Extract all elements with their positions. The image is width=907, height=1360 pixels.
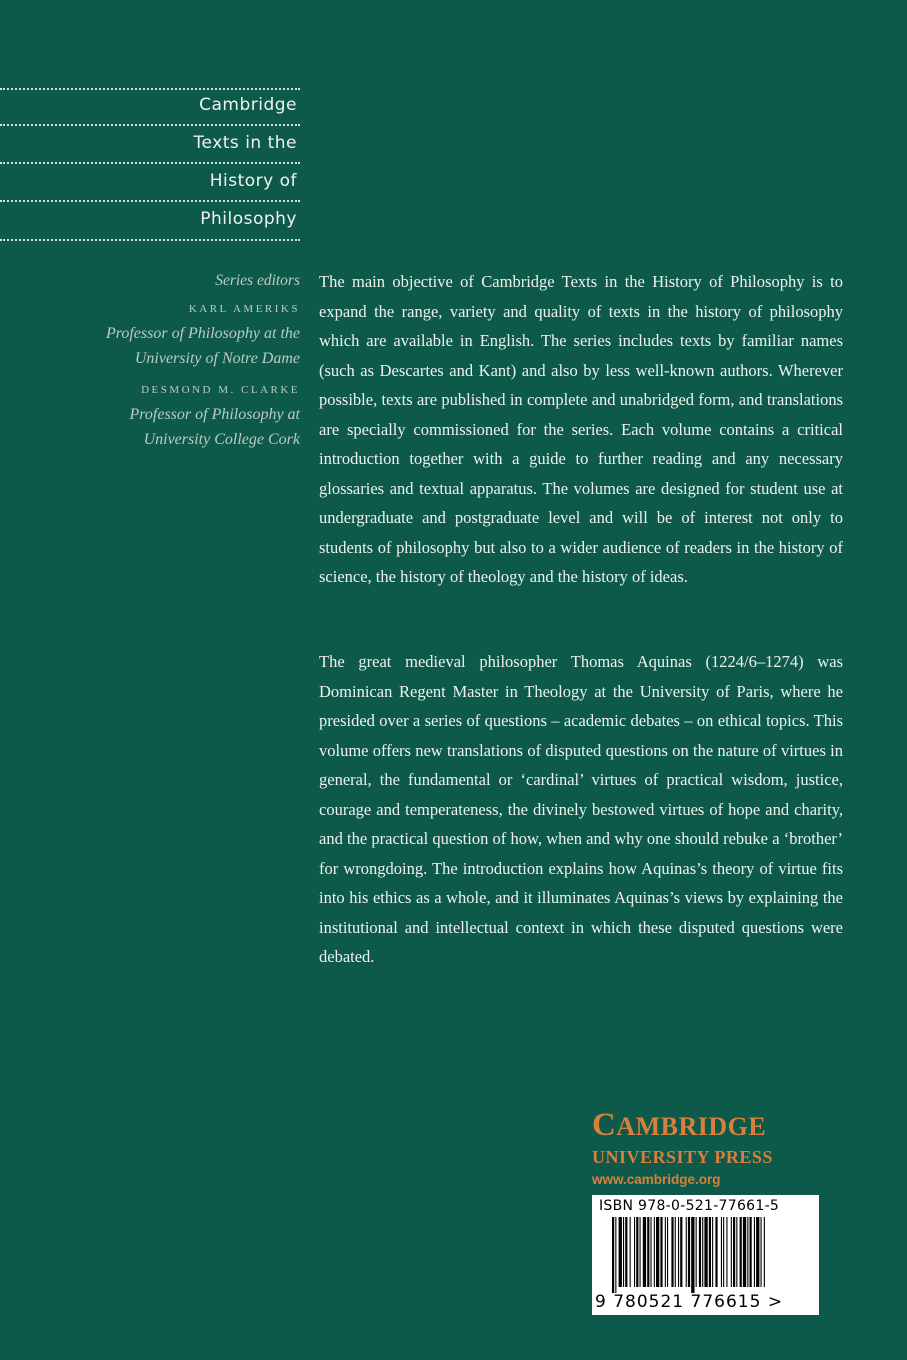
barcode-bar bbox=[615, 1217, 616, 1293]
barcode-bar bbox=[754, 1217, 755, 1287]
barcode-bar bbox=[715, 1217, 717, 1287]
barcode-bar bbox=[643, 1217, 646, 1287]
barcode-bar bbox=[764, 1217, 765, 1287]
barcode-bar bbox=[688, 1217, 690, 1287]
barcode-bar bbox=[612, 1217, 614, 1293]
editor-name: DESMOND M. CLARKE bbox=[141, 384, 300, 396]
barcode-bar bbox=[726, 1217, 727, 1287]
barcode-bar bbox=[623, 1217, 624, 1287]
barcode-bar bbox=[630, 1217, 631, 1287]
dotted-rule bbox=[0, 239, 300, 241]
barcode-bar bbox=[665, 1217, 666, 1287]
barcode-bar bbox=[675, 1217, 676, 1287]
barcode-bar bbox=[660, 1217, 662, 1287]
barcode-bar bbox=[709, 1217, 711, 1287]
barcode-bar bbox=[761, 1217, 762, 1287]
ean-digits: 9 780521 776615 > bbox=[595, 1292, 784, 1312]
barcode-bar bbox=[702, 1217, 703, 1287]
series-title-line-1: Cambridge bbox=[199, 95, 297, 115]
barcode-bar bbox=[704, 1217, 707, 1287]
barcode-bar bbox=[656, 1217, 659, 1287]
barcode-bar bbox=[671, 1217, 673, 1287]
editor-role: Professor of Philosophy at the University of Notre Dame bbox=[105, 325, 300, 367]
series-editors-label: Series editors bbox=[215, 272, 300, 289]
barcode-bar bbox=[721, 1217, 722, 1287]
barcode-bar bbox=[691, 1217, 694, 1293]
barcode-bar bbox=[647, 1217, 649, 1287]
barcode-bar bbox=[733, 1217, 735, 1287]
book-description: The great medieval philosopher Thomas Aquinas (1224/6–1274) was Dominican Regent Master in Theology at the University of Paris, where he presided over a series of questions – academic debates – on ethical topics. This volume offers new translations of disputed questions on the nature of virtues in general, the fundamental or ‘cardinal’ virtues of practical wisdom, justice, courage and temperateness, the divinely bestowed virtues of hope and charity, and the practical question of how, when and why one should rebuke a ‘brother’ for wrongdoing. The introduction explains how Aquinas’s theory of virtue fits into his ethics as a whole, and it illuminates Aquinas’s views by explaining the institutional and intellectual context in which these disputed questions were debated. bbox=[319, 652, 843, 966]
series-title-line-4: Philosophy bbox=[200, 209, 297, 229]
barcode-bar bbox=[636, 1217, 638, 1287]
barcode-bar bbox=[747, 1217, 748, 1287]
dotted-rule bbox=[0, 200, 300, 202]
barcode-bar bbox=[731, 1217, 732, 1287]
dotted-rule bbox=[0, 124, 300, 126]
barcode-bar bbox=[619, 1217, 622, 1287]
dotted-rule bbox=[0, 88, 300, 90]
series-title-line-2: Texts in the bbox=[193, 133, 297, 153]
barcode-bar bbox=[667, 1217, 668, 1287]
barcode-bar bbox=[640, 1217, 641, 1287]
isbn-number: ISBN 978-0-521-77661-5 bbox=[599, 1198, 780, 1214]
series-title-line-3: History of bbox=[209, 171, 297, 191]
isbn-barcode bbox=[592, 1195, 819, 1315]
barcode-bar bbox=[678, 1217, 679, 1287]
barcode-bar bbox=[756, 1217, 759, 1287]
publisher-logo bbox=[592, 1108, 820, 1190]
series-editors bbox=[70, 270, 300, 452]
publisher-name: CAMBRIDGE bbox=[592, 1107, 767, 1143]
publisher-press: UNIVERSITY PRESS bbox=[592, 1147, 773, 1167]
dotted-rule bbox=[0, 162, 300, 164]
barcode-bar bbox=[712, 1217, 713, 1287]
barcode-bar bbox=[740, 1217, 742, 1287]
barcode-bar bbox=[723, 1217, 724, 1287]
barcode-bar bbox=[651, 1217, 652, 1287]
editor-role: Professor of Philosophy at University College Cork bbox=[129, 406, 300, 448]
barcode-bar bbox=[625, 1217, 627, 1287]
barcode-bar bbox=[699, 1217, 701, 1287]
barcode-bar bbox=[686, 1217, 687, 1287]
editor-name: KARL AMERIKS bbox=[188, 303, 300, 315]
barcode-bar bbox=[680, 1217, 682, 1287]
barcode-bar bbox=[750, 1217, 752, 1287]
barcode-bar bbox=[634, 1217, 635, 1287]
barcode-bar bbox=[696, 1217, 697, 1287]
publisher-url: www.cambridge.org bbox=[592, 1172, 721, 1187]
barcode-bar bbox=[736, 1217, 737, 1287]
series-description: The main objective of Cambridge Texts in the History of Philosophy is to expand the range, variety and quality of texts in the history of philosophy which are available in English. The series includes texts by familiar names (such as Descartes and Kant) and also by less well-known authors. Wherever possible, texts are published in complete and unabridged form, and translations are specially commissioned for the series. Each volume contains a critical introduction together with a guide to further reading and any necessary glossaries and textual apparatus. The volumes are designed for student use at undergraduate and postgraduate level and will be of interest not only to students of philosophy but also to a wider audience of readers in the history of science, the history of theology and the history of ideas. bbox=[319, 272, 843, 586]
barcode-bar bbox=[743, 1217, 746, 1287]
barcode-bar bbox=[654, 1217, 655, 1287]
